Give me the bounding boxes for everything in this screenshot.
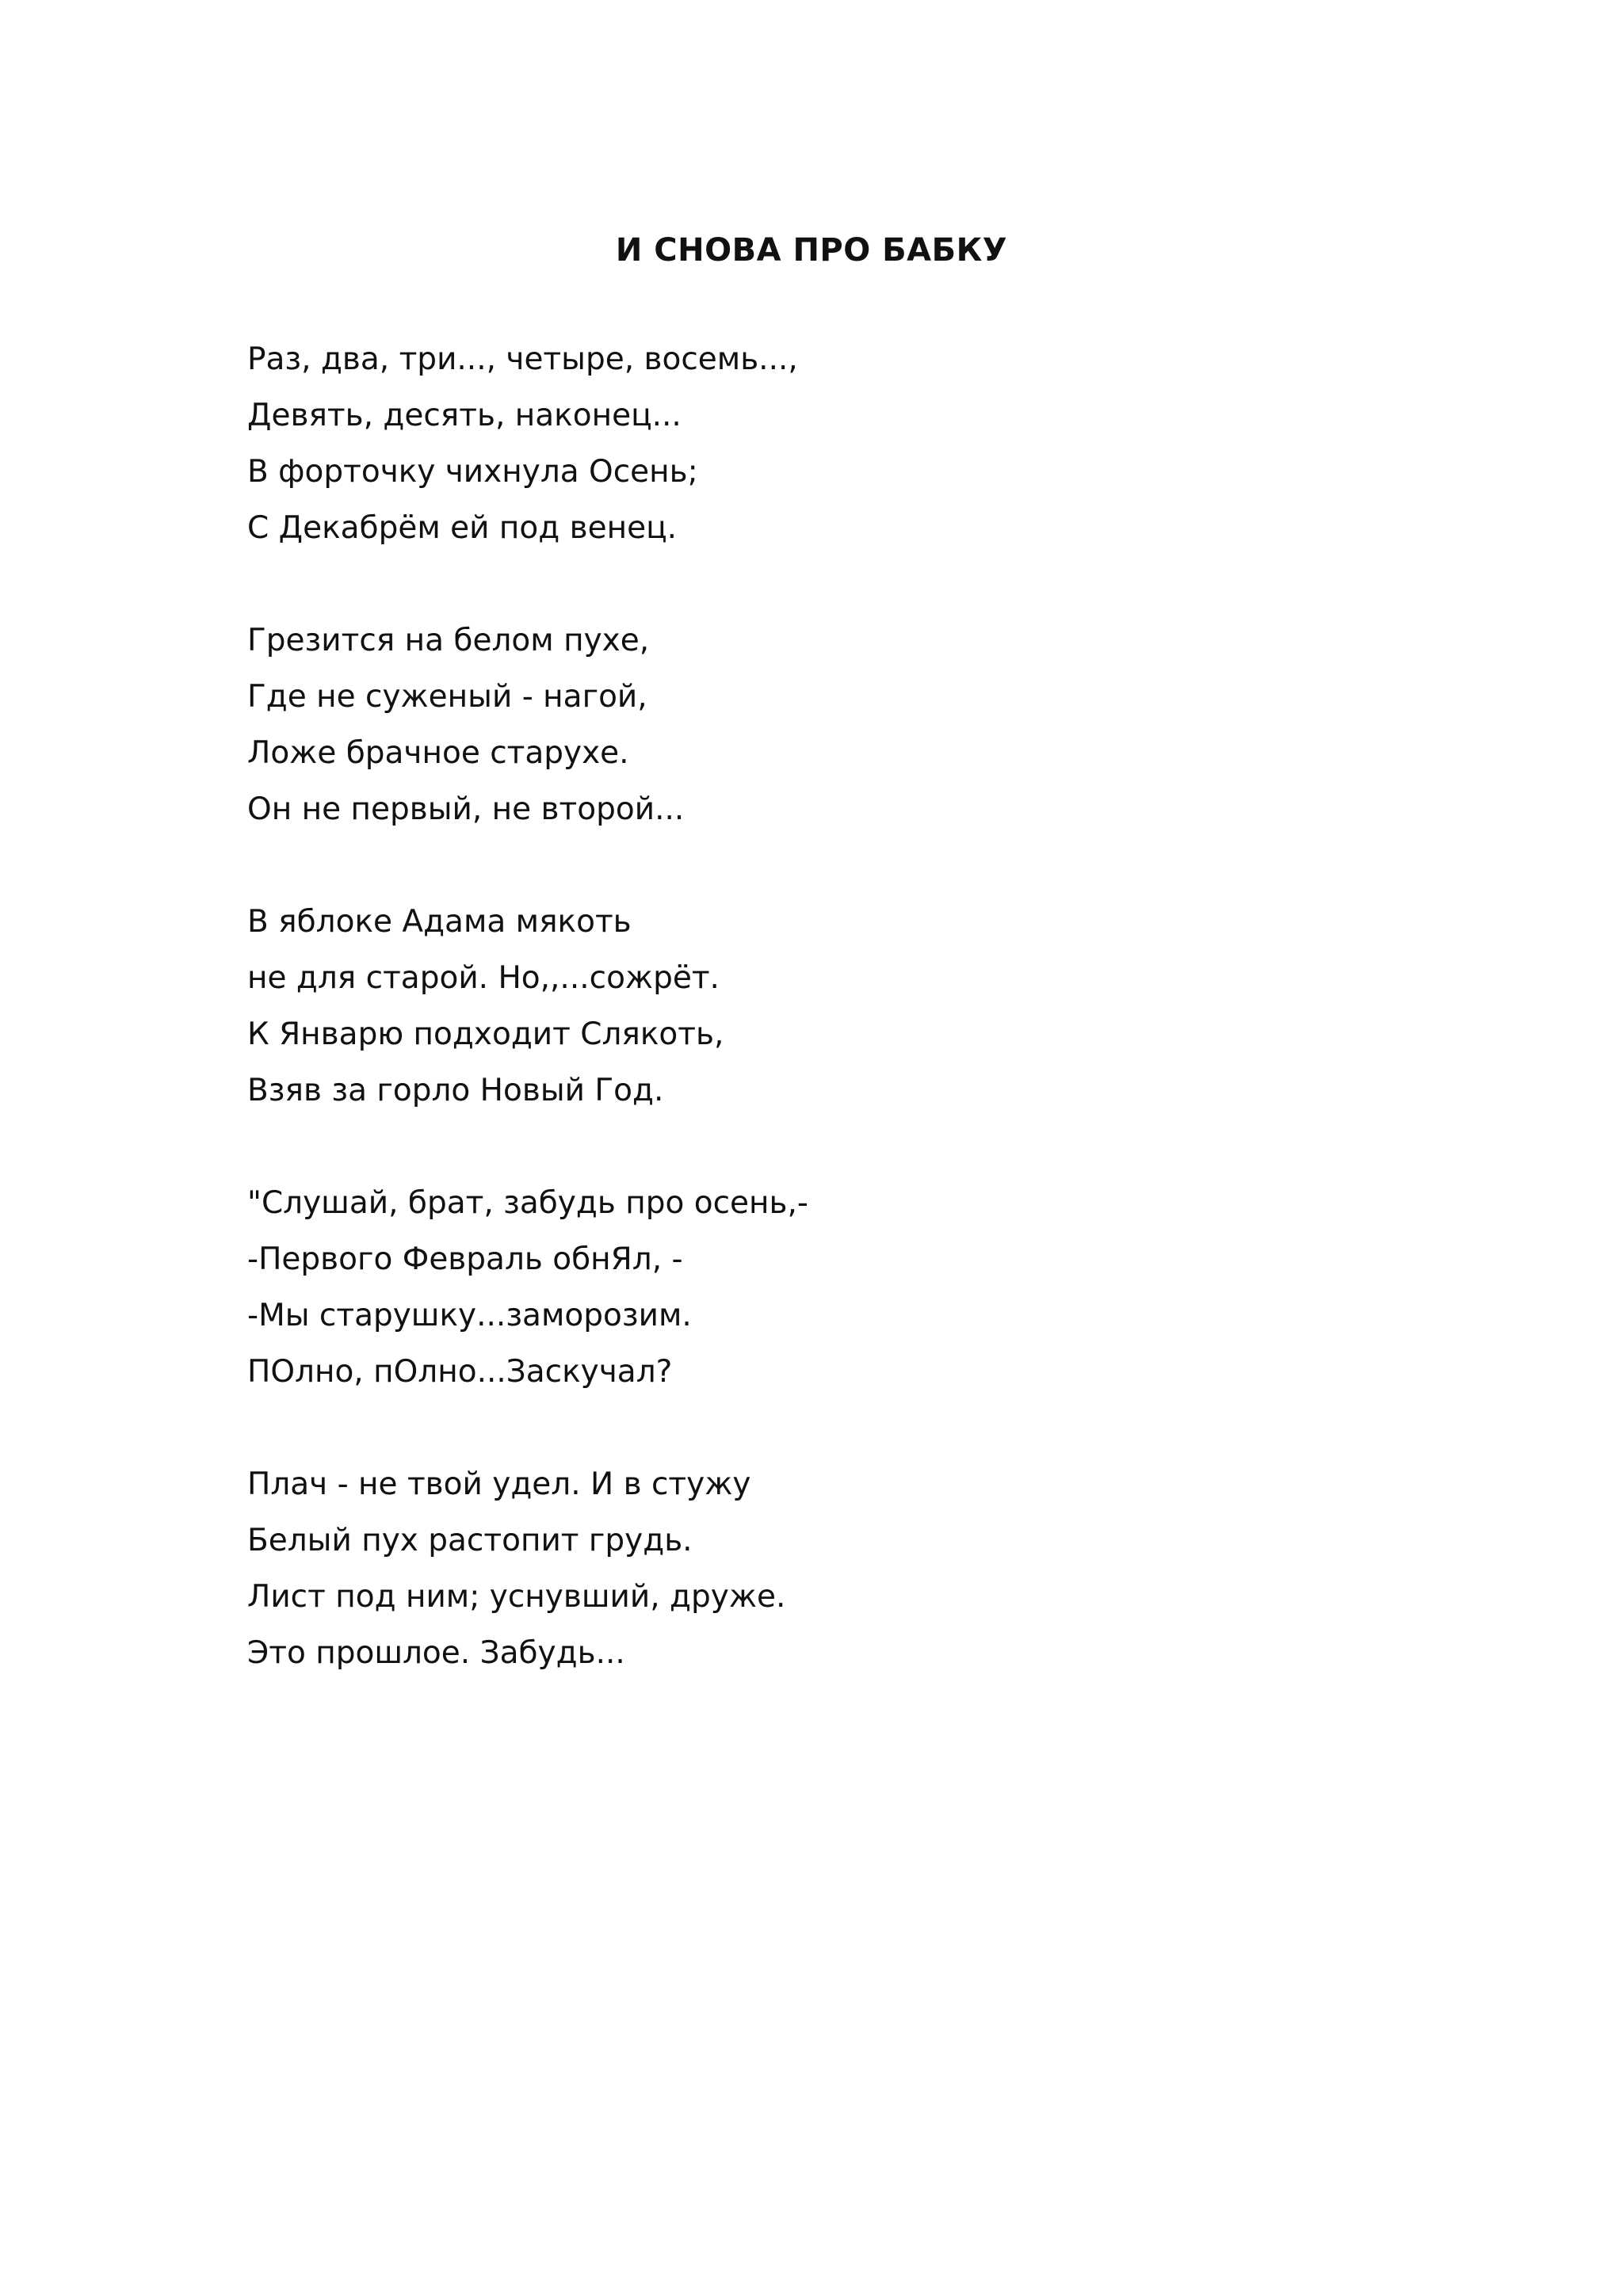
stanza-3-line-3: К Январю подходит Слякоть, — [247, 1016, 724, 1052]
stanza-1-line-1: Раз, два, три..., четыре, восемь..., — [247, 341, 798, 377]
poem-title: И СНОВА ПРО БАБКУ — [615, 232, 1008, 269]
stanza-2-line-4: Он не первый, не второй... — [247, 791, 685, 827]
stanza-3-line-1: В яблоке Адама мякоть — [247, 904, 632, 940]
stanza-2-line-1: Грезится на белом пухе, — [247, 623, 650, 658]
stanza-4-line-4: ПОлно, пОлно...Заскучал? — [247, 1354, 673, 1390]
stanza-1-line-3: В форточку чихнула Осень; — [247, 454, 698, 490]
stanza-5-line-3: Лист под ним; уснувший, друже. — [247, 1579, 786, 1615]
stanza-2-line-2: Где не суженый - нагой, — [247, 679, 647, 715]
stanza-1-line-2: Девять, десять, наконец... — [247, 398, 682, 433]
stanza-3-line-4: Взяв за горло Новый Год. — [247, 1073, 664, 1108]
stanza-1 — [247, 331, 1436, 556]
stanza-4-line-1: "Слушай, брат, забудь про осень,- — [247, 1185, 808, 1221]
stanza-5 — [247, 1456, 1436, 1681]
poem-body — [247, 331, 1436, 1737]
stanza-5-line-4: Это прошлое. Забудь... — [247, 1635, 625, 1671]
stanza-4-line-3: -Мы старушку...заморозим. — [247, 1298, 692, 1333]
stanza-5-line-1: Плач - не твой удел. И в стужу — [247, 1466, 751, 1502]
stanza-3-line-2: не для старой. Но,,...сожрёт. — [247, 960, 720, 996]
stanza-2-line-3: Ложе брачное старухе. — [247, 735, 629, 771]
stanza-4-line-2: -Первого Февраль обнЯл, - — [247, 1241, 683, 1277]
stanza-1-line-4: С Декабрём ей под венец. — [247, 510, 678, 546]
stanza-3 — [247, 894, 1436, 1119]
stanza-2 — [247, 612, 1436, 837]
stanza-4 — [247, 1175, 1436, 1400]
stanza-5-line-2: Белый пух растопит грудь. — [247, 1523, 693, 1558]
